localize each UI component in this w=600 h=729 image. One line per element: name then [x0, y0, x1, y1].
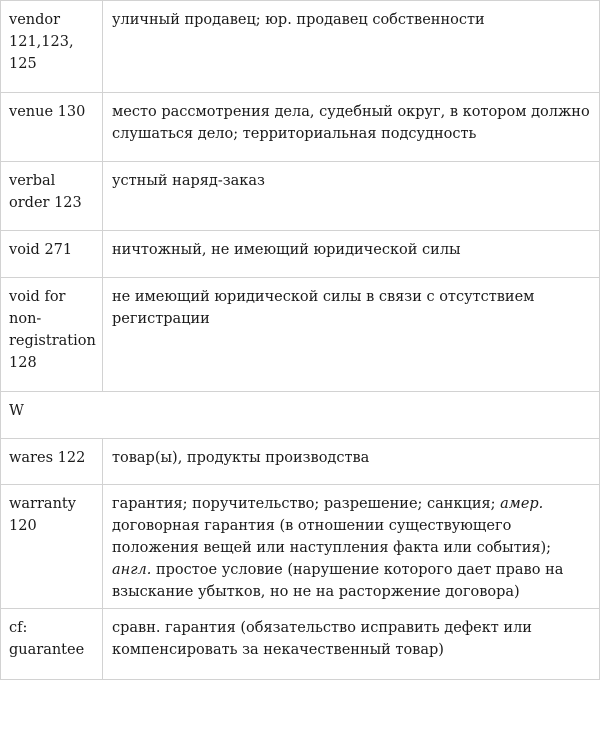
abbrev-angl: англ.: [112, 562, 152, 578]
definition-vendor: уличный продавец; юр. продавец собственности: [112, 12, 485, 28]
table-row: [1, 1, 600, 93]
definition-warranty: [103, 485, 599, 603]
definition-void-for-non-registration: не имеющий юридической силы в связи с отсутствием регистрации: [112, 289, 535, 327]
definition-part: гарантия; поручительство; разрешение; санкция;: [112, 496, 501, 512]
section-letter-row: [1, 392, 600, 439]
definition-part: договорная гарантия (в отношении существующего положения вещей или наступления факта или события);: [112, 518, 552, 556]
table-row: [1, 439, 600, 485]
term-void: void 271: [9, 242, 73, 258]
term-venue: venue 130: [9, 104, 86, 120]
table-row: [1, 162, 600, 231]
term-vendor: vendor 121,123, 125: [9, 12, 74, 72]
table-row: [1, 278, 600, 392]
abbrev-amer: амер.: [500, 496, 544, 512]
definition-cf-guarantee: сравн. гарантия (обязательство исправить дефект или компенсировать за некачественный товар): [112, 620, 532, 658]
table-row: [1, 485, 600, 609]
definition-wares: товар(ы), продукты производства: [112, 450, 370, 466]
table-row: [1, 93, 600, 162]
term-verbal-order: verbal order 123: [9, 173, 82, 211]
table-row: [1, 609, 600, 680]
table-row: [1, 231, 600, 278]
term-cf-guarantee: cf: guarantee: [9, 620, 85, 658]
section-letter: W: [9, 403, 24, 419]
definition-part: простое условие (нарушение которого дает право на взыскание убытков, но не на расторжение договора): [112, 562, 564, 600]
term-wares: wares 122: [9, 450, 86, 466]
definition-void: ничтожный, не имеющий юридической силы: [112, 242, 461, 258]
definition-venue: место рассмотрения дела, судебный округ, в котором должно слушаться дело; территориальная подсудность: [112, 104, 590, 142]
term-void-for-non-registration: void for non-registration 128: [9, 289, 96, 371]
definition-verbal-order: устный наряд-заказ: [112, 173, 265, 189]
term-warranty: warranty 120: [9, 496, 76, 534]
